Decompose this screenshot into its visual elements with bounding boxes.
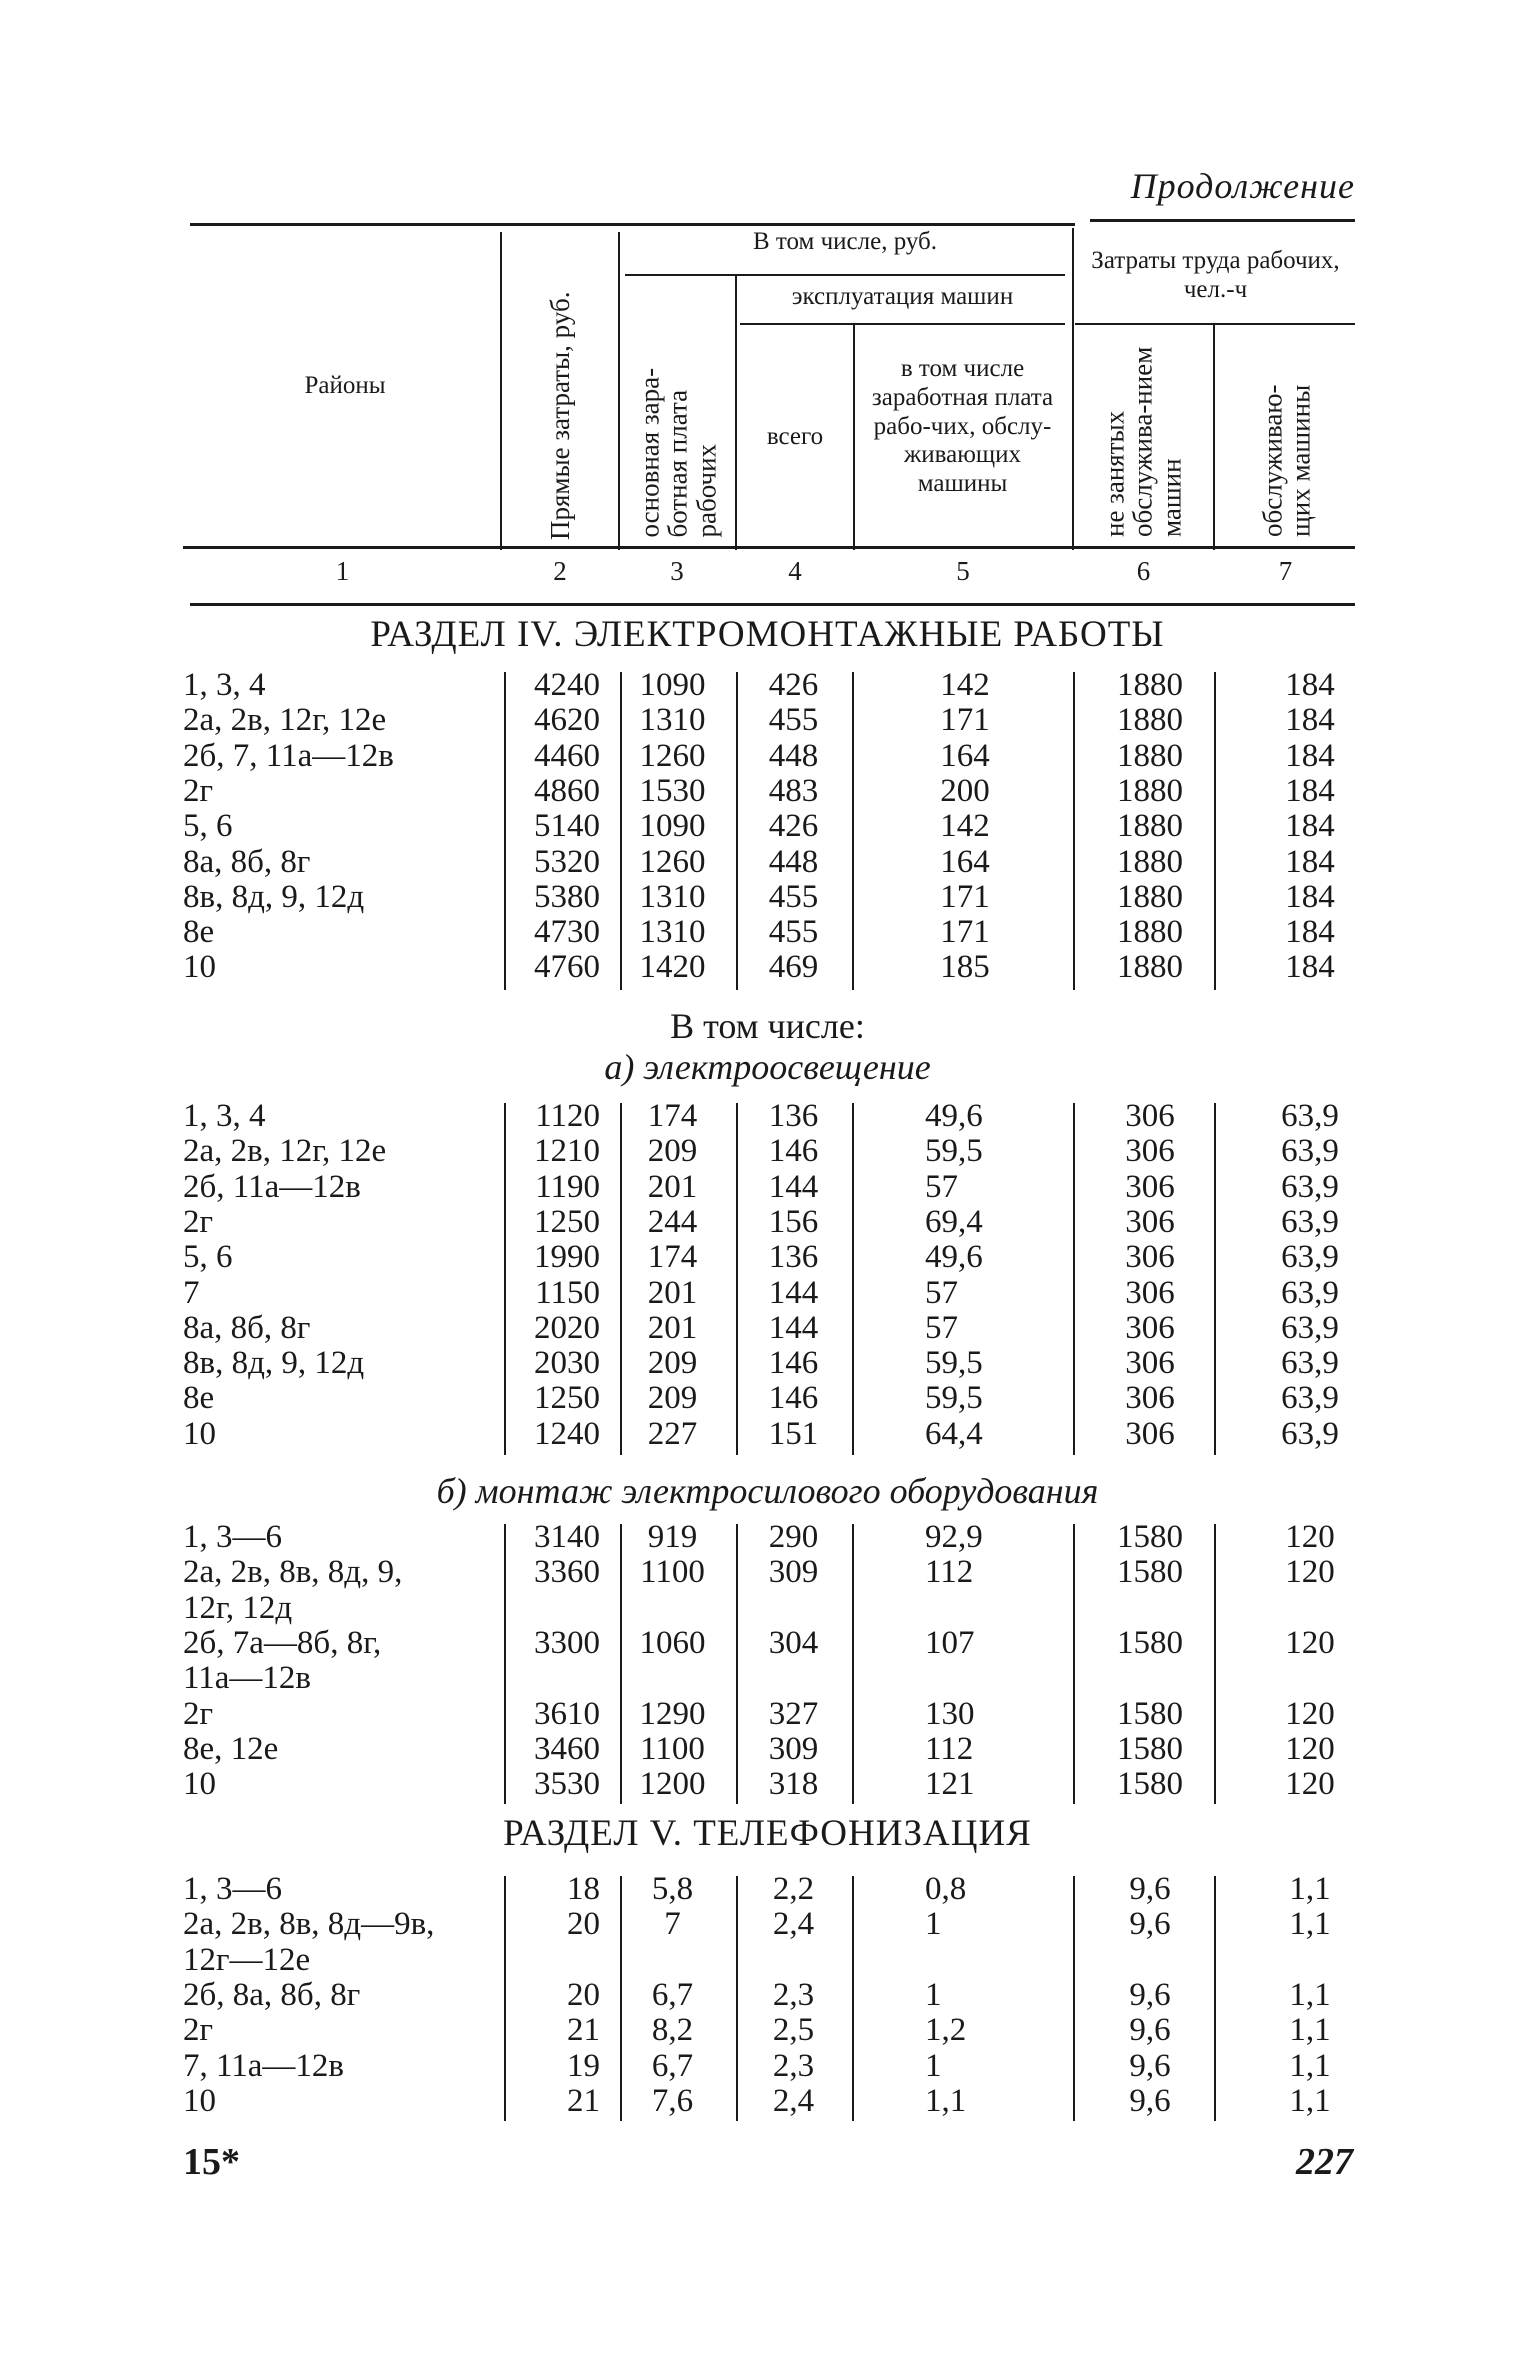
value-cell: 8,2 — [651, 2012, 694, 2049]
value-cell: 19 — [567, 2047, 600, 2084]
value-cell: 306 — [1125, 1133, 1175, 1170]
table-row — [0, 1907, 1535, 1978]
table-row — [0, 1311, 1535, 1346]
district-cell: 2а, 2в, 8в, 8д—9в, — [183, 1906, 435, 1943]
value-cell: 63,9 — [1281, 1380, 1339, 1417]
header-osnovnaya: основная зара-ботная плата рабочих — [634, 367, 722, 538]
value-cell: 1120 — [535, 1098, 600, 1134]
value-cell: 146 — [768, 1380, 819, 1417]
value-cell: 1260 — [639, 843, 706, 880]
value-cell: 5320 — [534, 843, 600, 880]
district-cell: 2б, 11а—12в — [183, 1168, 361, 1205]
header-v-tom-chisle-zarplata: в том числе заработная плата рабо-чих, обслу-живающих машины — [871, 355, 1054, 497]
value-cell: 184 — [1285, 772, 1335, 809]
value-cell: 1210 — [534, 1133, 600, 1170]
value-cell: 448 — [768, 843, 819, 880]
column-number: 1 — [335, 556, 350, 586]
value-cell: 426 — [768, 667, 819, 703]
value-cell: 1990 — [534, 1239, 600, 1276]
column-number: 3 — [670, 556, 684, 586]
value-cell: 120 — [1285, 1624, 1335, 1661]
value-cell: 63,9 — [1281, 1239, 1339, 1276]
district-cell: 8е, 12е — [183, 1730, 279, 1767]
district-cell: 1, 3—6 — [183, 1871, 282, 1907]
value-cell: 1200 — [639, 1766, 706, 1803]
header-v-tom-chisle: В том числе, руб. — [752, 228, 938, 255]
footer-signature-mark: 15* — [183, 2141, 240, 2183]
district-cell: 8а, 8б, 8г — [183, 1309, 311, 1346]
value-cell: 144 — [768, 1168, 819, 1205]
value-cell: 227 — [647, 1415, 698, 1452]
value-cell: 184 — [1285, 808, 1335, 845]
value-cell: 184 — [1285, 843, 1335, 880]
district-cell: 1, 3, 4 — [183, 667, 266, 703]
value-cell: 4860 — [534, 772, 600, 809]
table-row — [0, 1767, 1535, 1802]
value-cell: 1100 — [640, 1554, 705, 1591]
value-cell: 1580 — [1117, 1766, 1183, 1803]
value-cell: 146 — [768, 1345, 819, 1382]
table-row — [0, 880, 1535, 915]
value-cell: 919 — [647, 1519, 698, 1555]
value-cell: 306 — [1125, 1098, 1175, 1134]
value-cell: 306 — [1125, 1239, 1175, 1276]
table-row — [0, 668, 1535, 703]
table-row — [0, 1520, 1535, 1555]
header-ne-zanyatykh: не занятых обслужива-нием машин — [1099, 346, 1187, 537]
value-cell: 201 — [647, 1274, 698, 1311]
value-cell: 2,4 — [772, 2082, 815, 2119]
value-cell: 309 — [768, 1554, 819, 1591]
value-cell: 7 — [664, 1906, 681, 1943]
value-cell: 1580 — [1117, 1554, 1183, 1591]
value-cell: 164 — [940, 737, 990, 774]
table-row — [0, 1697, 1535, 1732]
value-cell: 107 — [925, 1624, 975, 1661]
table-row — [0, 845, 1535, 880]
value-cell: 185 — [940, 949, 990, 986]
header-zatraty-truda: Затраты труда рабочих, чел.-ч — [1091, 247, 1340, 303]
value-cell: 244 — [647, 1203, 698, 1240]
value-cell: 2,3 — [772, 1976, 815, 2013]
table-row — [0, 1978, 1535, 2013]
table-row — [0, 1346, 1535, 1381]
value-cell: 1580 — [1117, 1695, 1183, 1732]
value-cell: 184 — [1285, 949, 1335, 986]
header-obsluzhivayushchikh: обслуживаю-щих машины — [1257, 384, 1316, 537]
value-cell: 112 — [925, 1554, 974, 1591]
value-cell: 5140 — [534, 808, 600, 845]
value-cell: 1420 — [639, 949, 706, 986]
value-cell: 63,9 — [1281, 1098, 1339, 1134]
value-cell: 1880 — [1117, 808, 1183, 845]
value-cell: 306 — [1125, 1309, 1175, 1346]
value-cell: 9,6 — [1129, 2047, 1171, 2084]
district-cell: 2а, 2в, 12г, 12е — [183, 1133, 387, 1170]
table-row — [0, 1555, 1535, 1626]
value-cell: 63,9 — [1281, 1168, 1339, 1205]
value-cell: 9,6 — [1129, 1906, 1171, 1943]
header-ekspluatatsiya: эксплуатация машин — [791, 283, 1014, 310]
value-cell: 20 — [567, 1976, 600, 2013]
value-cell: 309 — [768, 1730, 819, 1767]
value-cell: 1090 — [639, 808, 706, 845]
value-cell: 57 — [925, 1309, 958, 1346]
district-cell: 1, 3, 4 — [183, 1098, 266, 1134]
value-cell: 9,6 — [1129, 1871, 1171, 1907]
value-cell: 1240 — [534, 1415, 600, 1452]
table-row — [0, 809, 1535, 844]
value-cell: 455 — [768, 702, 819, 739]
value-cell: 1,1 — [1289, 2047, 1331, 2084]
value-cell: 184 — [1285, 737, 1335, 774]
value-cell: 184 — [1285, 702, 1335, 739]
value-cell: 1310 — [639, 914, 706, 951]
value-cell: 1530 — [639, 772, 706, 809]
district-cell: 1, 3—6 — [183, 1519, 282, 1555]
value-cell: 20 — [567, 1906, 600, 1943]
value-cell: 9,6 — [1129, 1976, 1171, 2013]
value-cell: 63,9 — [1281, 1345, 1339, 1382]
value-cell: 1,2 — [925, 2012, 967, 2049]
table-row — [0, 1626, 1535, 1697]
value-cell: 92,9 — [925, 1519, 983, 1555]
value-cell: 142 — [940, 808, 990, 845]
value-cell: 306 — [1125, 1203, 1175, 1240]
value-cell: 327 — [768, 1695, 819, 1732]
table-row — [0, 2013, 1535, 2048]
district-cell: 2г — [183, 1203, 214, 1240]
district-cell: 12г, 12д — [183, 1589, 293, 1626]
value-cell: 1310 — [639, 878, 706, 915]
value-cell: 1 — [925, 1976, 942, 2013]
value-cell: 2,2 — [772, 1871, 815, 1907]
column-number: 2 — [553, 556, 567, 586]
value-cell: 209 — [647, 1380, 698, 1417]
value-cell: 1150 — [535, 1274, 600, 1311]
section-v-title: РАЗДЕЛ V. ТЕЛЕФОНИЗАЦИЯ — [503, 1813, 1032, 1854]
value-cell: 2020 — [534, 1309, 600, 1346]
value-cell: 1100 — [640, 1730, 705, 1767]
district-cell: 10 — [183, 1766, 216, 1803]
header-rayony: Районы — [304, 372, 386, 399]
value-cell: 4730 — [534, 914, 600, 951]
table-row — [0, 1205, 1535, 1240]
district-cell: 2г — [183, 2012, 214, 2049]
value-cell: 7,6 — [651, 2082, 694, 2119]
value-cell: 63,9 — [1281, 1274, 1339, 1311]
value-cell: 9,6 — [1129, 2082, 1171, 2119]
value-cell: 59,5 — [925, 1380, 983, 1417]
value-cell: 1250 — [534, 1203, 600, 1240]
column-number: 7 — [1278, 556, 1293, 586]
value-cell: 1580 — [1117, 1624, 1183, 1661]
table-row — [0, 1240, 1535, 1275]
district-cell: 5, 6 — [183, 1239, 233, 1276]
district-cell: 2г — [183, 1695, 214, 1732]
v-tom-chisle-label: В том числе: — [670, 1006, 865, 1046]
value-cell: 59,5 — [925, 1345, 983, 1382]
value-cell: 483 — [768, 772, 819, 809]
value-cell: 164 — [940, 843, 990, 880]
value-cell: 306 — [1125, 1274, 1175, 1311]
value-cell: 6,7 — [651, 2047, 694, 2084]
subsection-b-title: б) монтаж электросилового оборудования — [436, 1471, 1099, 1511]
value-cell: 3300 — [534, 1624, 600, 1661]
value-cell: 1580 — [1117, 1730, 1183, 1767]
value-cell: 318 — [768, 1766, 819, 1803]
value-cell: 63,9 — [1281, 1203, 1339, 1240]
value-cell: 4240 — [534, 667, 600, 703]
value-cell: 1090 — [639, 667, 706, 703]
value-cell: 1880 — [1117, 702, 1183, 739]
district-cell: 7 — [183, 1274, 200, 1311]
header-pryamye: Прямые затраты, руб. — [544, 291, 575, 540]
value-cell: 1880 — [1117, 667, 1183, 703]
value-cell: 63,9 — [1281, 1309, 1339, 1346]
value-cell: 455 — [768, 914, 819, 951]
value-cell: 1880 — [1117, 772, 1183, 809]
value-cell: 130 — [925, 1695, 975, 1732]
value-cell: 21 — [567, 2082, 600, 2119]
value-cell: 6,7 — [651, 1976, 694, 2013]
value-cell: 1060 — [639, 1624, 706, 1661]
value-cell: 0,8 — [925, 1871, 967, 1907]
value-cell: 1880 — [1117, 737, 1183, 774]
value-cell: 4760 — [534, 949, 600, 986]
table-row — [0, 1134, 1535, 1169]
value-cell: 1 — [925, 2047, 942, 2084]
value-cell: 1,1 — [925, 2082, 967, 2119]
table-row — [0, 2084, 1535, 2119]
section-iv-title: РАЗДЕЛ IV. ЭЛЕКТРОМОНТАЖНЫЕ РАБОТЫ — [370, 614, 1165, 655]
value-cell: 151 — [768, 1415, 819, 1452]
value-cell: 209 — [647, 1345, 698, 1382]
value-cell: 171 — [940, 878, 990, 915]
value-cell: 184 — [1285, 878, 1335, 915]
column-number: 6 — [1136, 556, 1151, 586]
value-cell: 171 — [940, 914, 990, 951]
value-cell: 3140 — [534, 1519, 600, 1555]
district-cell: 2г — [183, 772, 214, 809]
value-cell: 63,9 — [1281, 1415, 1339, 1452]
table-row — [0, 774, 1535, 809]
value-cell: 1880 — [1117, 914, 1183, 951]
value-cell: 306 — [1125, 1345, 1175, 1382]
value-cell: 290 — [768, 1519, 819, 1555]
table-row — [0, 1732, 1535, 1767]
district-cell: 2а, 2в, 8в, 8д, 9, — [183, 1554, 403, 1591]
value-cell: 136 — [768, 1098, 819, 1134]
page-number: 227 — [1296, 2141, 1353, 2183]
value-cell: 201 — [647, 1168, 698, 1205]
value-cell: 306 — [1125, 1380, 1175, 1417]
value-cell: 112 — [925, 1730, 974, 1767]
continuation-label: Продолжение — [1130, 166, 1355, 206]
value-cell: 49,6 — [925, 1098, 983, 1134]
district-cell: 10 — [183, 1415, 216, 1452]
value-cell: 1190 — [535, 1168, 600, 1205]
value-cell: 1880 — [1117, 949, 1183, 986]
table-row — [0, 950, 1535, 985]
value-cell: 1880 — [1117, 878, 1183, 915]
value-cell: 2,4 — [772, 1906, 815, 1943]
value-cell: 171 — [940, 702, 990, 739]
table-row — [0, 1099, 1535, 1134]
value-cell: 1 — [925, 1906, 942, 1943]
value-cell: 3530 — [534, 1766, 600, 1803]
value-cell: 1290 — [639, 1695, 706, 1732]
value-cell: 174 — [647, 1098, 698, 1134]
table-row — [0, 1276, 1535, 1311]
district-cell: 11а—12в — [183, 1660, 312, 1697]
value-cell: 64,4 — [925, 1415, 983, 1452]
value-cell: 69,4 — [925, 1203, 983, 1240]
value-cell: 57 — [925, 1274, 958, 1311]
value-cell: 304 — [768, 1624, 819, 1661]
district-cell: 10 — [183, 949, 216, 986]
district-cell: 5, 6 — [183, 808, 233, 845]
value-cell: 156 — [768, 1203, 819, 1240]
value-cell: 200 — [940, 772, 990, 809]
value-cell: 469 — [768, 949, 819, 986]
district-cell: 8в, 8д, 9, 12д — [183, 878, 365, 915]
value-cell: 306 — [1125, 1168, 1175, 1205]
value-cell: 201 — [647, 1309, 698, 1346]
district-cell: 8а, 8б, 8г — [183, 843, 311, 880]
district-cell: 8е — [183, 914, 215, 951]
table-row — [0, 1381, 1535, 1416]
column-number: 5 — [956, 556, 970, 586]
value-cell: 59,5 — [925, 1133, 983, 1170]
table-row — [0, 1170, 1535, 1205]
subsection-a-title: а) электроосвещение — [604, 1047, 931, 1087]
district-cell: 2б, 7, 11а—12в — [183, 737, 394, 774]
value-cell: 4620 — [534, 702, 600, 739]
district-cell: 2б, 7а—8б, 8г, — [183, 1624, 382, 1661]
value-cell: 426 — [768, 808, 819, 845]
column-number: 4 — [788, 556, 802, 586]
table-row — [0, 739, 1535, 774]
value-cell: 9,6 — [1129, 2012, 1171, 2049]
value-cell: 5380 — [534, 878, 600, 915]
value-cell: 184 — [1285, 667, 1335, 703]
table-row — [0, 1417, 1535, 1452]
value-cell: 142 — [940, 667, 990, 703]
value-cell: 1,1 — [1289, 1906, 1331, 1943]
value-cell: 3360 — [534, 1554, 600, 1591]
value-cell: 1,1 — [1289, 1976, 1331, 2013]
district-cell: 12г—12е — [183, 1941, 311, 1978]
value-cell: 144 — [768, 1274, 819, 1311]
value-cell: 136 — [768, 1239, 819, 1276]
value-cell: 1250 — [534, 1380, 600, 1417]
table-row — [0, 915, 1535, 950]
value-cell: 121 — [925, 1766, 975, 1803]
district-cell: 10 — [183, 2082, 216, 2119]
value-cell: 2,3 — [772, 2047, 815, 2084]
value-cell: 144 — [768, 1309, 819, 1346]
value-cell: 2030 — [534, 1345, 600, 1382]
value-cell: 1310 — [639, 702, 706, 739]
district-cell: 2б, 8а, 8б, 8г — [183, 1976, 361, 2013]
value-cell: 209 — [647, 1133, 698, 1170]
value-cell: 3610 — [534, 1695, 600, 1732]
value-cell: 120 — [1285, 1730, 1335, 1767]
value-cell: 146 — [768, 1133, 819, 1170]
table-row — [0, 1872, 1535, 1907]
value-cell: 57 — [925, 1168, 958, 1205]
value-cell: 49,6 — [925, 1239, 983, 1276]
header-vsego: всего — [766, 423, 824, 450]
value-cell: 120 — [1285, 1695, 1335, 1732]
district-cell: 8в, 8д, 9, 12д — [183, 1345, 365, 1382]
value-cell: 5,8 — [651, 1871, 694, 1907]
value-cell: 1,1 — [1289, 2082, 1331, 2119]
value-cell: 1260 — [639, 737, 706, 774]
district-cell: 2а, 2в, 12г, 12е — [183, 702, 387, 739]
value-cell: 1,1 — [1289, 2012, 1331, 2049]
value-cell: 1880 — [1117, 843, 1183, 880]
value-cell: 184 — [1285, 914, 1335, 951]
table-row — [0, 703, 1535, 738]
value-cell: 1,1 — [1289, 1871, 1331, 1907]
value-cell: 1580 — [1117, 1519, 1183, 1555]
value-cell: 120 — [1285, 1554, 1335, 1591]
value-cell: 120 — [1285, 1766, 1335, 1803]
value-cell: 18 — [567, 1871, 600, 1907]
value-cell: 120 — [1285, 1519, 1335, 1555]
value-cell: 306 — [1125, 1415, 1175, 1452]
value-cell: 2,5 — [772, 2012, 815, 2049]
value-cell: 4460 — [534, 737, 600, 774]
district-cell: 7, 11а—12в — [183, 2047, 345, 2084]
value-cell: 3460 — [534, 1730, 600, 1767]
value-cell: 174 — [647, 1239, 698, 1276]
value-cell: 448 — [768, 737, 819, 774]
value-cell: 21 — [567, 2012, 600, 2049]
district-cell: 8е — [183, 1380, 215, 1417]
value-cell: 455 — [768, 878, 819, 915]
value-cell: 63,9 — [1281, 1133, 1339, 1170]
table-row — [0, 2049, 1535, 2084]
